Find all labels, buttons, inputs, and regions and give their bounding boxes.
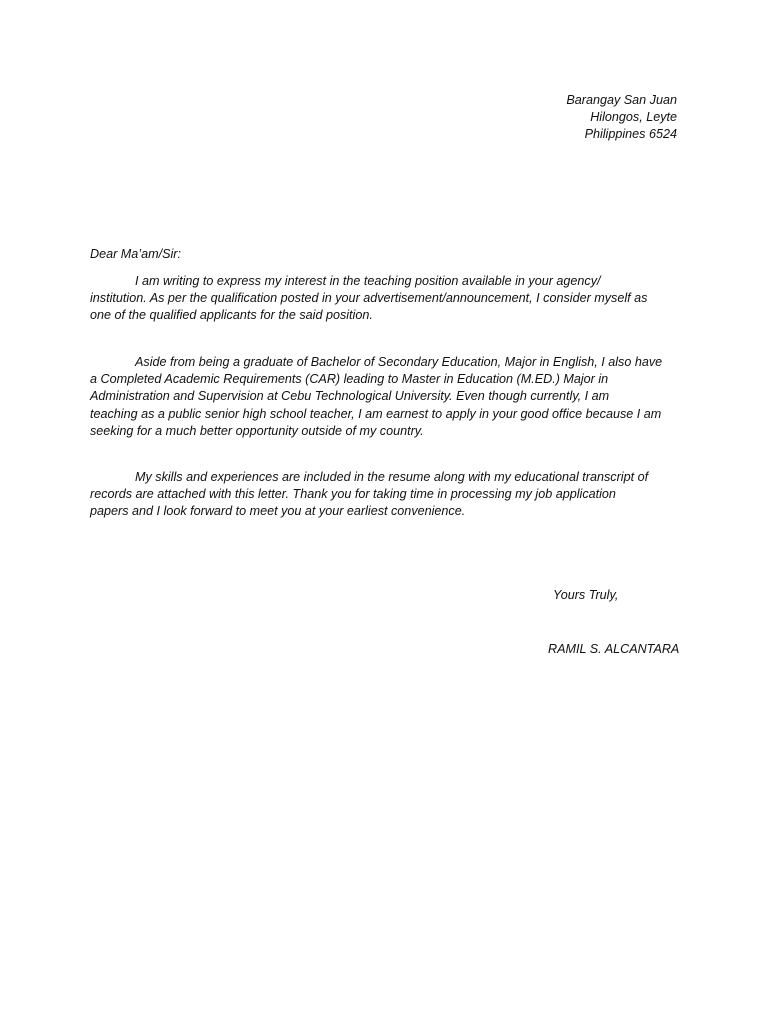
address-line-3: Philippines 6524	[584, 127, 677, 142]
sender-address	[566, 92, 677, 144]
body-paragraph-2	[90, 354, 690, 440]
paragraph-line: records are attached with this letter. Thank you for taking time in processing my job application	[90, 487, 616, 502]
paragraph-line: My skills and experiences are included in the resume along with my educational transcript of	[135, 470, 649, 484]
body-paragraph-1	[90, 273, 690, 325]
paragraph-line: teaching as a public senior high school teacher, I am earnest to apply in your good office because I am	[90, 406, 662, 421]
address-line-1: Barangay San Juan	[566, 93, 677, 107]
body-paragraph-3	[90, 469, 690, 521]
paragraph-line: papers and I look forward to meet you at your earliest convenience.	[90, 504, 466, 519]
paragraph-line: one of the qualified applicants for the said position.	[90, 308, 373, 323]
paragraph-line: a Completed Academic Requirements (CAR) leading to Master in Education (M.ED.) Major in	[90, 372, 609, 387]
paragraph-line: seeking for a much better opportunity outside of my country.	[90, 423, 424, 438]
paragraph-line: Administration and Supervision at Cebu Technological University. Even though currently, I am	[90, 389, 610, 404]
paragraph-line: Aside from being a graduate of Bachelor of Secondary Education, Major in English, I also have	[135, 355, 663, 369]
closing: Yours Truly,	[553, 588, 619, 602]
paragraph-line: institution. As per the qualification posted in your advertisement/announcement, I consider myself as	[90, 291, 648, 306]
address-line-2: Hilongos, Leyte	[590, 110, 677, 125]
signature-name: RAMIL S. ALCANTARA	[548, 642, 680, 656]
paragraph-line: I am writing to express my interest in the teaching position available in your agency/	[135, 274, 601, 288]
salutation: Dear Ma’am/Sir:	[90, 247, 181, 261]
